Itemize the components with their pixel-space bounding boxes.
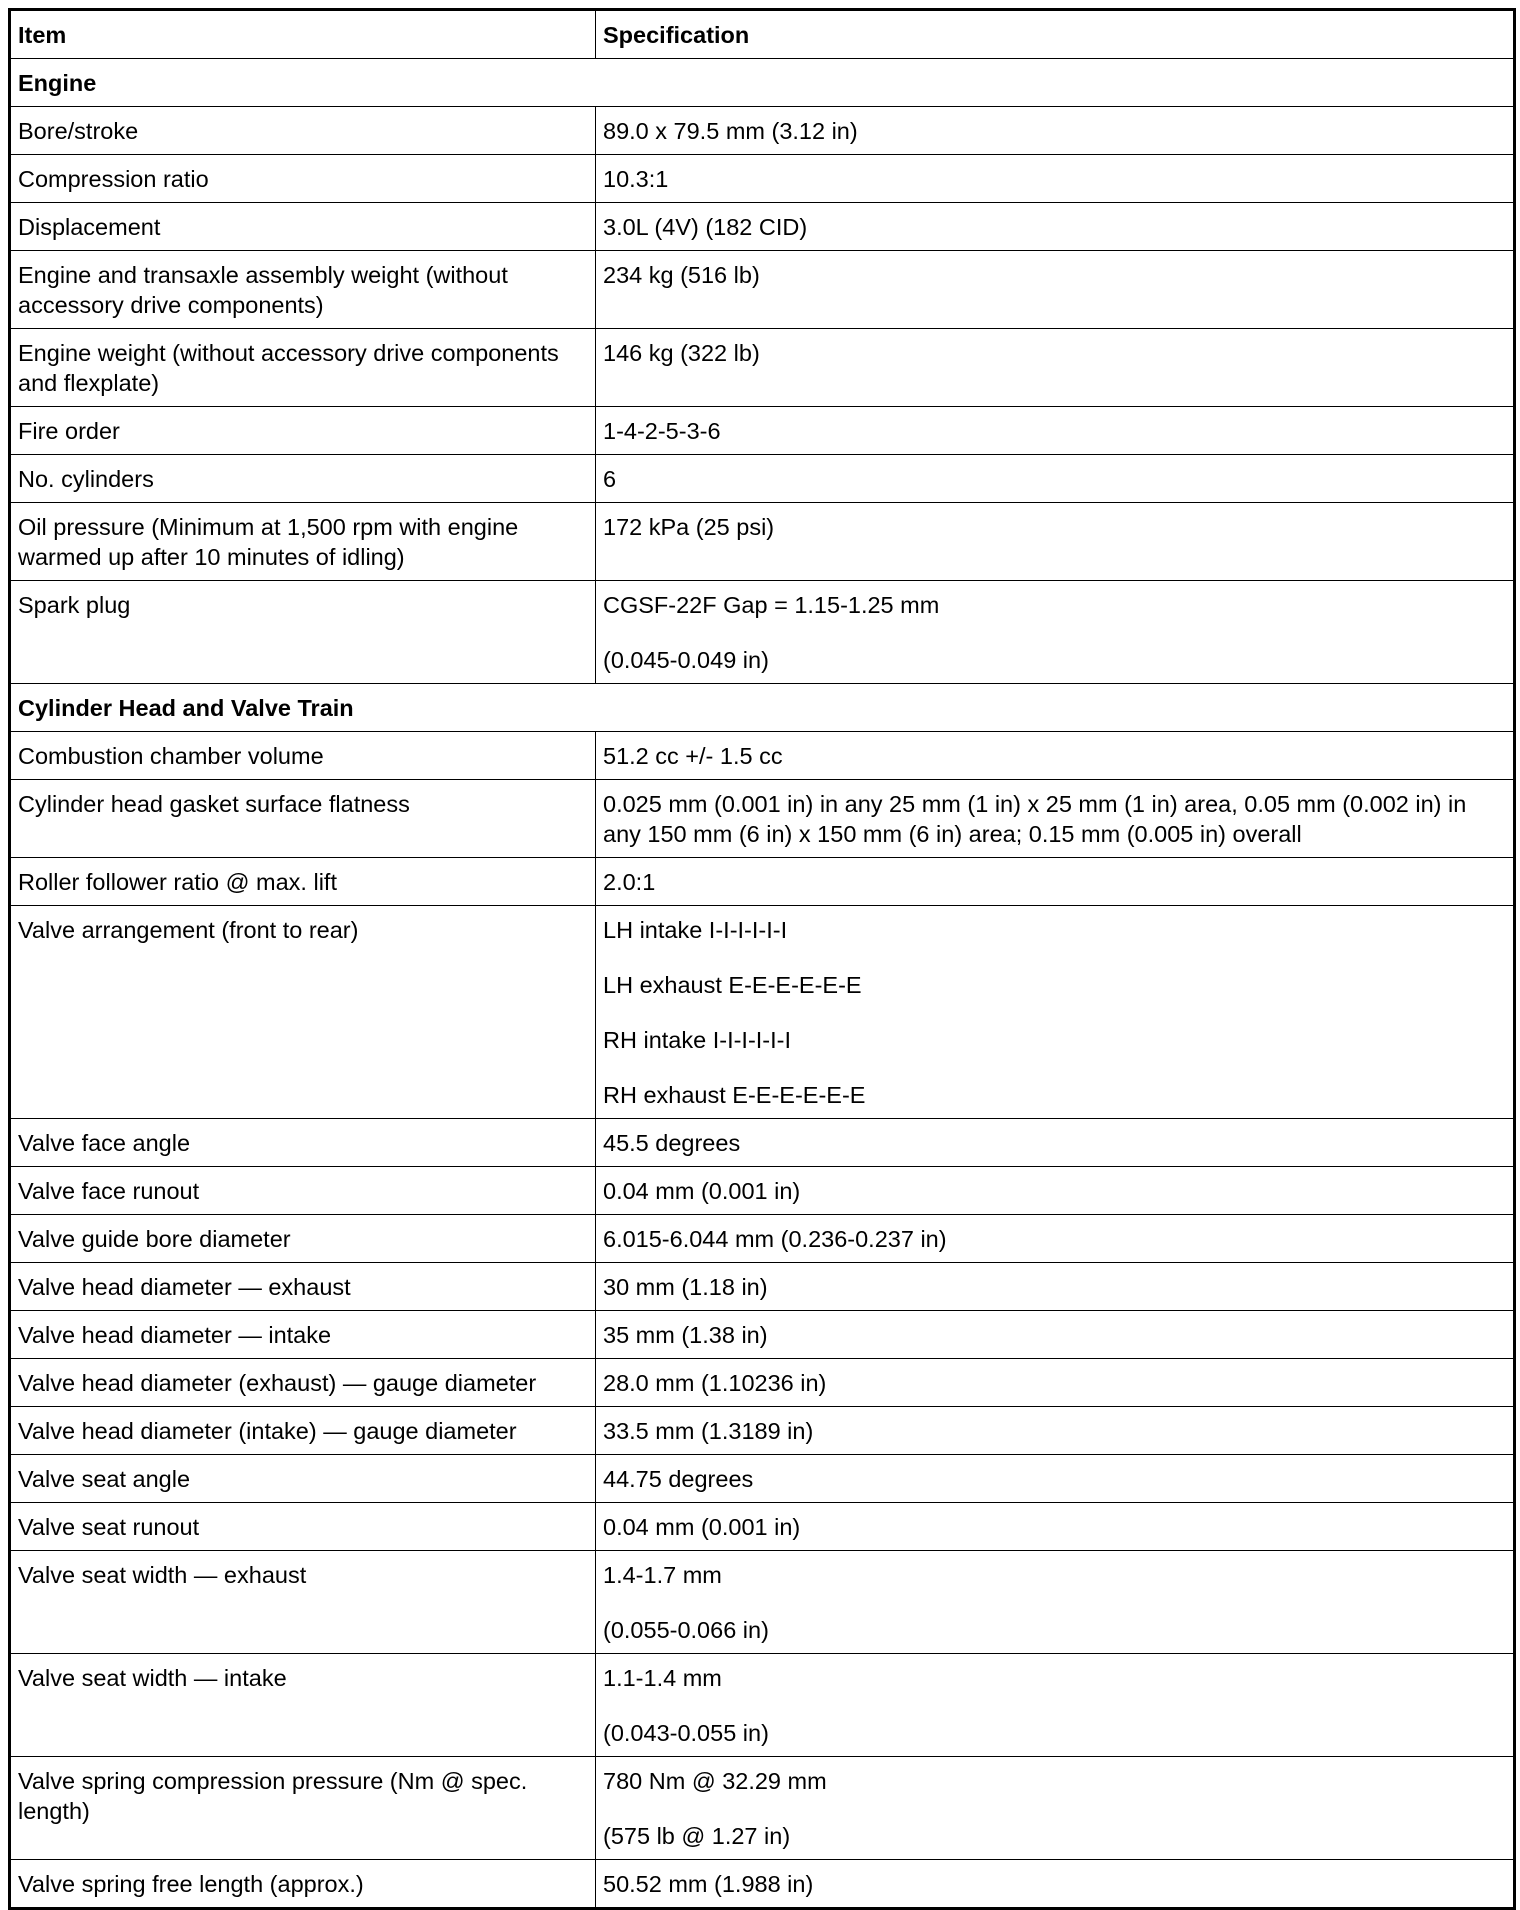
item-cell: Engine weight (without accessory drive components and flexplate) [10, 329, 596, 407]
item-cell: Valve guide bore diameter [10, 1215, 596, 1263]
specification-cell [596, 203, 1515, 251]
specification-line: 1.4-1.7 mm [603, 1562, 722, 1588]
table-row [10, 858, 1515, 906]
specification-line: 3.0L (4V) (182 CID) [603, 214, 808, 240]
table-row [10, 203, 1515, 251]
specification-cell [596, 732, 1515, 780]
specification-cell [596, 251, 1515, 329]
table-row [10, 329, 1515, 407]
specification-cell [596, 1119, 1515, 1167]
table-row [10, 732, 1515, 780]
specification-line: CGSF-22F Gap = 1.15-1.25 mm [603, 592, 940, 618]
item-cell: Bore/stroke [10, 107, 596, 155]
item-cell: Compression ratio [10, 155, 596, 203]
item-cell: Roller follower ratio @ max. lift [10, 858, 596, 906]
item-cell: No. cylinders [10, 455, 596, 503]
table-row [10, 906, 1515, 1119]
specification-cell [596, 1860, 1515, 1909]
item-cell: Spark plug [10, 581, 596, 684]
table-row [10, 1860, 1515, 1909]
table-row [10, 503, 1515, 581]
table-row [10, 251, 1515, 329]
specification-cell [596, 1455, 1515, 1503]
table-row [10, 455, 1515, 503]
table-row [10, 1359, 1515, 1407]
table-row [10, 407, 1515, 455]
specification-line: 6.015-6.044 mm (0.236-0.237 in) [603, 1226, 947, 1252]
item-cell: Oil pressure (Minimum at 1,500 rpm with engine warmed up after 10 minutes of idling) [10, 503, 596, 581]
specification-line: (0.043-0.055 in) [603, 1720, 769, 1746]
table-header-row [10, 10, 1515, 59]
item-cell: Fire order [10, 407, 596, 455]
specification-cell [596, 1407, 1515, 1455]
specification-line: 30 mm (1.18 in) [603, 1274, 768, 1300]
specification-cell [596, 1503, 1515, 1551]
specification-cell [596, 1215, 1515, 1263]
table-row [10, 1119, 1515, 1167]
table-row [10, 581, 1515, 684]
section-heading: Engine [10, 59, 1515, 107]
specification-cell [596, 906, 1515, 1119]
item-cell: Valve arrangement (front to rear) [10, 906, 596, 1119]
specification-line: 35 mm (1.38 in) [603, 1322, 768, 1348]
table-row [10, 1654, 1515, 1757]
spec-table [8, 8, 1516, 1910]
item-cell: Valve seat angle [10, 1455, 596, 1503]
specification-line: 51.2 cc +/- 1.5 cc [603, 743, 783, 769]
section-row [10, 59, 1515, 107]
specification-line: LH intake I-I-I-I-I-I [603, 917, 788, 943]
specification-line: 50.52 mm (1.988 in) [603, 1871, 814, 1897]
specification-line: LH exhaust E-E-E-E-E-E [603, 972, 862, 998]
specification-cell [596, 107, 1515, 155]
specification-cell [596, 1167, 1515, 1215]
table-row [10, 1407, 1515, 1455]
item-cell: Valve spring free length (approx.) [10, 1860, 596, 1909]
specification-line: (0.045-0.049 in) [603, 647, 769, 673]
item-cell: Valve head diameter (exhaust) — gauge diameter [10, 1359, 596, 1407]
specification-line: 1.1-1.4 mm [603, 1665, 722, 1691]
specification-line: 6 [603, 466, 617, 492]
table-body [10, 59, 1515, 1909]
specification-line: RH exhaust E-E-E-E-E-E [603, 1082, 866, 1108]
item-cell: Valve face runout [10, 1167, 596, 1215]
specification-line: 0.025 mm (0.001 in) in any 25 mm (1 in) x 25 mm (1 in) area, 0.05 mm (0.002 in) in any 150 mm (6 in) x 150 mm (6 in) area; 0.15 mm (0.005 in) overall [603, 791, 1467, 847]
table-row [10, 1757, 1515, 1860]
specification-cell [596, 155, 1515, 203]
specification-line: 172 kPa (25 psi) [603, 514, 775, 540]
specification-cell [596, 1311, 1515, 1359]
specification-line: (575 lb @ 1.27 in) [603, 1823, 791, 1849]
column-header-specification: Specification [596, 10, 1515, 59]
table-row [10, 1311, 1515, 1359]
specification-line: 1-4-2-5-3-6 [603, 418, 721, 444]
specification-line: 0.04 mm (0.001 in) [603, 1178, 801, 1204]
specification-cell [596, 1359, 1515, 1407]
specification-line: 234 kg (516 lb) [603, 262, 760, 288]
item-cell: Valve spring compression pressure (Nm @ spec. length) [10, 1757, 596, 1860]
specification-line: 10.3:1 [603, 166, 669, 192]
specification-cell [596, 455, 1515, 503]
column-header-item: Item [10, 10, 596, 59]
item-cell: Valve seat runout [10, 1503, 596, 1551]
specification-cell [596, 503, 1515, 581]
item-cell: Valve seat width — exhaust [10, 1551, 596, 1654]
specification-cell [596, 329, 1515, 407]
specification-cell [596, 1757, 1515, 1860]
specification-line: 0.04 mm (0.001 in) [603, 1514, 801, 1540]
specification-line: 2.0:1 [603, 869, 656, 895]
specification-cell [596, 780, 1515, 858]
specification-line: RH intake I-I-I-I-I-I [603, 1027, 792, 1053]
specification-line: 780 Nm @ 32.29 mm [603, 1768, 827, 1794]
item-cell: Valve seat width — intake [10, 1654, 596, 1757]
specification-line: 33.5 mm (1.3189 in) [603, 1418, 814, 1444]
table-row [10, 1263, 1515, 1311]
specification-cell [596, 1551, 1515, 1654]
specification-line: 89.0 x 79.5 mm (3.12 in) [603, 118, 858, 144]
item-cell: Valve head diameter (intake) — gauge diameter [10, 1407, 596, 1455]
specification-cell [596, 407, 1515, 455]
item-cell: Valve face angle [10, 1119, 596, 1167]
specification-cell [596, 1654, 1515, 1757]
table-row [10, 1167, 1515, 1215]
section-heading: Cylinder Head and Valve Train [10, 684, 1515, 732]
item-cell: Combustion chamber volume [10, 732, 596, 780]
table-row [10, 1503, 1515, 1551]
table-row [10, 107, 1515, 155]
specification-line: 146 kg (322 lb) [603, 340, 760, 366]
table-row [10, 155, 1515, 203]
specification-line: 45.5 degrees [603, 1130, 741, 1156]
specification-cell [596, 581, 1515, 684]
item-cell: Engine and transaxle assembly weight (without accessory drive components) [10, 251, 596, 329]
item-cell: Valve head diameter — intake [10, 1311, 596, 1359]
table-row [10, 1551, 1515, 1654]
section-row [10, 684, 1515, 732]
item-cell: Cylinder head gasket surface flatness [10, 780, 596, 858]
specification-cell [596, 858, 1515, 906]
specification-line: 28.0 mm (1.10236 in) [603, 1370, 827, 1396]
specification-line: (0.055-0.066 in) [603, 1617, 769, 1643]
item-cell: Displacement [10, 203, 596, 251]
specification-line: 44.75 degrees [603, 1466, 754, 1492]
table-row [10, 1455, 1515, 1503]
item-cell: Valve head diameter — exhaust [10, 1263, 596, 1311]
table-row [10, 780, 1515, 858]
specification-cell [596, 1263, 1515, 1311]
table-row [10, 1215, 1515, 1263]
